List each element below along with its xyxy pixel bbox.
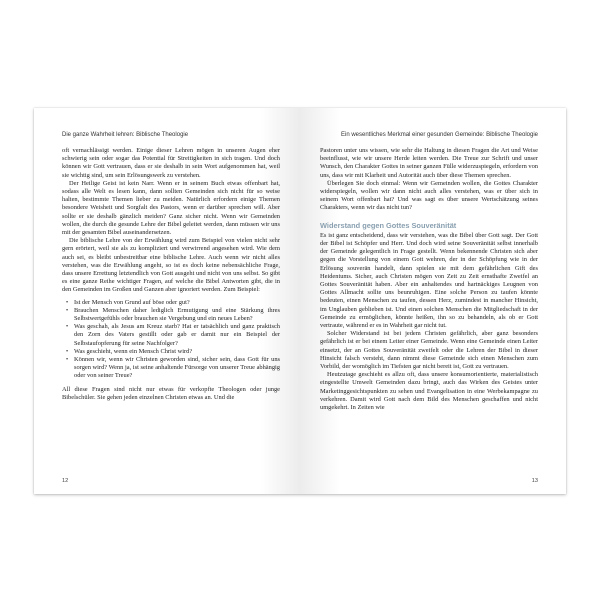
left-page-body — [62, 147, 280, 402]
right-paragraph-4: Solcher Widerstand ist bei jedem Christen gefährlich, aber ganz besonders gefährlich ist er bei einem Leiter einer Gemeinde. Wenn eine Gemeinde einen Leiter einsetzt, der an Gottes Souveränität zweifelt oder die Lehren der Bibel in dieser Hinsicht falsch versteht, dann nimmt diese Gemeinde sich einen Menschen zum Vorbild, der womöglich im Tiefsten gar nicht bereit ist, Gott zu vertrauen. — [320, 330, 538, 371]
bullet-icon: • — [66, 324, 69, 331]
page-number-left: 12 — [62, 478, 69, 484]
section-heading: Widerstand gegen Gottes Souveränität — [320, 220, 457, 230]
question-list — [62, 299, 280, 381]
question-item — [66, 323, 280, 348]
open-book — [34, 108, 566, 494]
question-item — [66, 347, 280, 356]
bullet-icon: • — [66, 348, 69, 355]
question-text: Was geschah, als Jesus am Kreuz starb? Hat er tatsächlich und ganz praktisch den Zorn des Vaters gestillt oder gab er damit nur ein Beispiel der Selbstaufopferung für seine Nachfolger? — [74, 323, 280, 347]
page-number-right: 13 — [531, 478, 538, 484]
right-paragraph-3: Es ist ganz entscheidend, dass wir verstehen, was die Bibel über Gott sagt. Der Gott der Bibel ist Schöpfer und Herr. Und doch wird seine Souveränität selbst innerhalb der Gemeinde gelegentlich in Frage gestellt. Wenn bekennende Christen sich aber gegen die Vorstellung von einem Gott wehren, der in der Schöpfung wie in der Erlösung souverän handelt, dann spielen sie mit dem gefährlichen Gift des Heidentums. Sicher, auch Christen mögen von Zeit zu Zeit ernsthafte Zweifel an Gottes Souveränität haben. Aber ein anhaltendes und hartnäckiges Leugnen von Gottes Allmacht sollte uns beunruhigen. Eine solche Person zu taufen könnte bedeuten, einen Menschen zu taufen, dessen Herz, zumindest in mancher Hinsicht, im Unglauben geblieben ist. Und einen solchen Menschen die Mitgliedschaft in der Gemeinde zu ermöglichen, könnte heißen, ihn so zu behandeln, als ob er Gott vertraute, während er es in Wahrheit gar nicht tut. — [320, 231, 538, 330]
bullet-icon: • — [66, 307, 69, 314]
running-head-left: Die ganze Wahrheit lehren: Biblische Theologie — [62, 132, 189, 138]
question-text: Können wir, wenn wir Christen geworden sind, sicher sein, dass Gott für uns sorgen wird? Wenn ja, ist seine anhaltende Fürsorge von unserer Treue abhängig oder von seiner Treue? — [74, 356, 280, 380]
right-paragraph-1: Pastoren unter uns wissen, wie sehr die Haltung in diesen Fragen die Art und Weise beeinflusst, wie wir unsere Herde leiten werden. Die Treue zur Schrift und unser Wunsch, den Charakter Gottes in seiner ganzen Fülle widerzuspiegeln, erfordern von uns, dass wir mit Klarheit und Autorität auch über diese Themen sprechen. — [320, 147, 538, 179]
left-paragraph-final: All diese Fragen sind nicht nur etwas für verkopfte Theologen oder junge Bibelschüler. Sie gehen jeden einzelnen Christen etwas an. Und die — [62, 385, 280, 401]
right-paragraph-5: Heutzutage geschieht es allzu oft, dass unsere konsumorientierte, materialistisch eingestellte Umwelt Gemeinden dazu bringt, auch das Wirken des Geistes unter Marketinggesichtspunkten zu sehen und Evangelisation in eine Werbekampagne zu verkehren. Damit wird Gott nach dem Bild des Menschen geschaffen und nicht umgekehrt. In Zeiten wie — [320, 371, 538, 412]
left-paragraph-3: Die biblische Lehre von der Erwählung wird zum Beispiel von vielen nicht sehr gern erörtert, weil sie als zu kompliziert und verwirrend angesehen wird. Wie dem auch sei, es bleibt unbestreitbar eine biblische Lehre. Auch wenn wir nicht alles verstehen, was die Erwählung angeht, so ist es doch keine nebensächliche Frage, dass unsere Errettung letztendlich von Gott ausgeht und nicht von uns selbst. So gibt es eine ganze Reihe wichtiger Fragen, auf welche die Bibel Antworten gibt, die in den Gemeinden im Großen und Ganzen aber ignoriert werden. Zum Beispiel: — [62, 237, 280, 294]
bullet-icon: • — [66, 357, 69, 364]
question-text: Brauchen Menschen daher lediglich Ermutigung und eine Stärkung ihres Selbstwertgefühls oder brauchen sie Vergebung und ein neues Leben? — [74, 306, 280, 323]
left-page — [34, 108, 300, 494]
question-item — [66, 298, 280, 307]
question-text: Was geschieht, wenn ein Mensch Christ wird? — [74, 347, 193, 355]
bullet-icon: • — [66, 299, 69, 306]
question-item — [66, 356, 280, 381]
right-page — [300, 108, 566, 494]
right-page-body — [320, 147, 538, 412]
left-paragraph-2: Der Heilige Geist ist kein Narr. Wenn er in seinem Buch etwas offenbart hat, sodass alle Welt es lesen kann, dann sollten Gemeinden sich nicht für so weise halten, bestimmte Themen lieber zu meiden. Natürlich erfordern einige Themen besondere Weisheit und Sorgfalt des Pastors, wenn er darüber sprechen will. Aber sollte er sie deshalb gänzlich meiden? Ganz sicher nicht. Wenn wir Gemeinden wollen, die durch die gesunde Lehre der Bibel geleitet werden, dann müssen wir uns mit der gesamten Bibel auseinandersetzen. — [62, 179, 280, 237]
question-text: Ist der Mensch von Grund auf böse oder gut? — [74, 298, 190, 306]
left-paragraph-1: oft vernachlässigt werden. Einige dieser Lehren mögen in unseren Augen eher schwierig sein oder sogar das Potential für Streitigkeiten in sich tragen. Und doch können wir Gott vertrauen, dass er sie deshalb in sein Wort aufgenommen hat, weil sie wichtig sind, um sein Erlösungswerk zu verstehen. — [62, 147, 280, 179]
question-item — [66, 306, 280, 323]
right-paragraph-2: Überlegen Sie doch einmal: Wenn wir Gemeinden wollen, die Gottes Charakter widerspiegeln, wollen wir dann nicht auch alles verstehen, was er über sich in seinem Wort offenbart hat? Und was sagt es über unsere Wertschätzung seines Charakters, wenn wir das nicht tun? — [320, 179, 538, 212]
running-head-right: Ein wesentliches Merkmal einer gesunden Gemeinde: Biblische Theologie — [341, 132, 538, 138]
